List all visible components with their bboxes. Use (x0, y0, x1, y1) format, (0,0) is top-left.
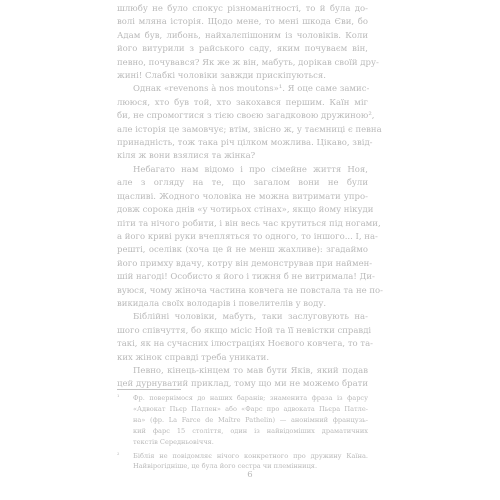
text-line: а його криві руки вчепляться то одного, то іншого... І, на- (117, 231, 378, 242)
footnote (117, 393, 368, 448)
text-line: Біблійні чоловіки, мабуть, таки заслуговують на- (133, 312, 368, 323)
text-line: би, не спромогтися з тією своєю загадковою дружиною², (117, 111, 375, 122)
text-line: принадність, тож така річ цілком можлива. Цікаво, звід- (117, 138, 373, 149)
paragraph (117, 3, 379, 83)
text-line: такі, як на сучасних ілюстраціях Ноєвого ковчега, то та- (117, 339, 374, 350)
footnote-mark: ² (117, 451, 120, 459)
text-line: лююся, хто був той, хто закохався першим. Каїн міг (117, 97, 368, 108)
page-number: 6 (247, 470, 253, 480)
text-line: цей дурнуватий приклад, тому що ми не можемо брати (117, 379, 368, 390)
text-line: але з огляду на те, що загалом вони не були (117, 178, 368, 189)
text-line: вуюся, чому жіноча частина ковчега не повстала та не по- (117, 285, 384, 296)
footnote-line: Фр. повернімося до наших баранів; знаменита фраза із фарсу (133, 394, 368, 402)
footnote-line: текстів Середньовіччя. (133, 437, 214, 446)
text-line: Небагато нам відомо і про сімейне життя Ноя, (133, 164, 368, 175)
text-line: шого співчуття, бо якщо місіс Ной та її невістки справді (117, 325, 372, 336)
text-line: щасливі. Жодного чоловіка не можна витримати упро- (117, 191, 368, 202)
body-text (117, 3, 384, 392)
text-line: кіля ж вони взялися та жінка? (117, 151, 256, 162)
text-line: Однак «revenons à nos moutons»¹. Я оце саме замис- (133, 84, 370, 95)
footnote-line: «Адвокат Пьєр Патлен» або «Фарс про адвоката Пьєра Патле- (133, 404, 368, 413)
text-line: жині! Слабкі чоловіки завжди прискіпуються. (117, 71, 326, 82)
text-line: але історія це замовчує; втім, звісно ж, у таємниці є певна (117, 124, 382, 135)
paragraph (117, 365, 368, 392)
text-line: певно, почувався? Як же ж він, мабуть, дорікав своїй дру- (117, 57, 379, 68)
paragraph (117, 164, 384, 311)
text-line: решті, оселівк (хоча це й не менш жахливе): згадаймо (117, 245, 368, 256)
paragraph (117, 83, 382, 163)
footnote-line: Біблія не повідомляє нічого конкретного про дружину Каїна. (133, 451, 368, 460)
footnote-mark: ¹ (117, 394, 120, 401)
text-line: шлюбу не було спокус різноманітності, то й була до- (117, 4, 368, 14)
text-line: Певно, кінець-кінцем то мав бути Яків, який подав (133, 365, 368, 376)
footnotes (117, 393, 368, 475)
footnote-line: Найвірогідніше, це була його сестра чи племінниця. (133, 462, 318, 471)
text-line: ких жінок справді треба уникати. (117, 352, 270, 363)
text-line: Адам був, либонь, найхалєпішоним із чоловіків. Коли (117, 30, 368, 41)
text-line: шій нагоді! Особисто я його і тижня б не витримала! Ди- (117, 272, 375, 283)
text-line: піти та нічого робити, і він весь час крутиться під ногами, (117, 218, 381, 229)
text-line: волі мляна історія. Щодо мене, то мені шкода Єви, бо (117, 17, 368, 28)
footnote-line: кий фарс 15 століття, один із найвідоміших драматичних (133, 426, 368, 435)
text-line: довж сорока днів «у чотирьох стінах», якщо йому нікуди (117, 205, 374, 216)
footnote-separator (117, 389, 181, 390)
footnote-line: на» (фр. La Farce de Maître Pathelin) — анонімний французь- (133, 415, 368, 424)
text-line: його витурили з райського саду, яким почуваєм він, (117, 44, 368, 55)
paragraph (117, 311, 374, 365)
text-line: викидала своїх володарів і повелителів у воду. (117, 298, 327, 309)
text-line: його примху вдачу, котру він демонстрував при наймен- (117, 258, 373, 269)
